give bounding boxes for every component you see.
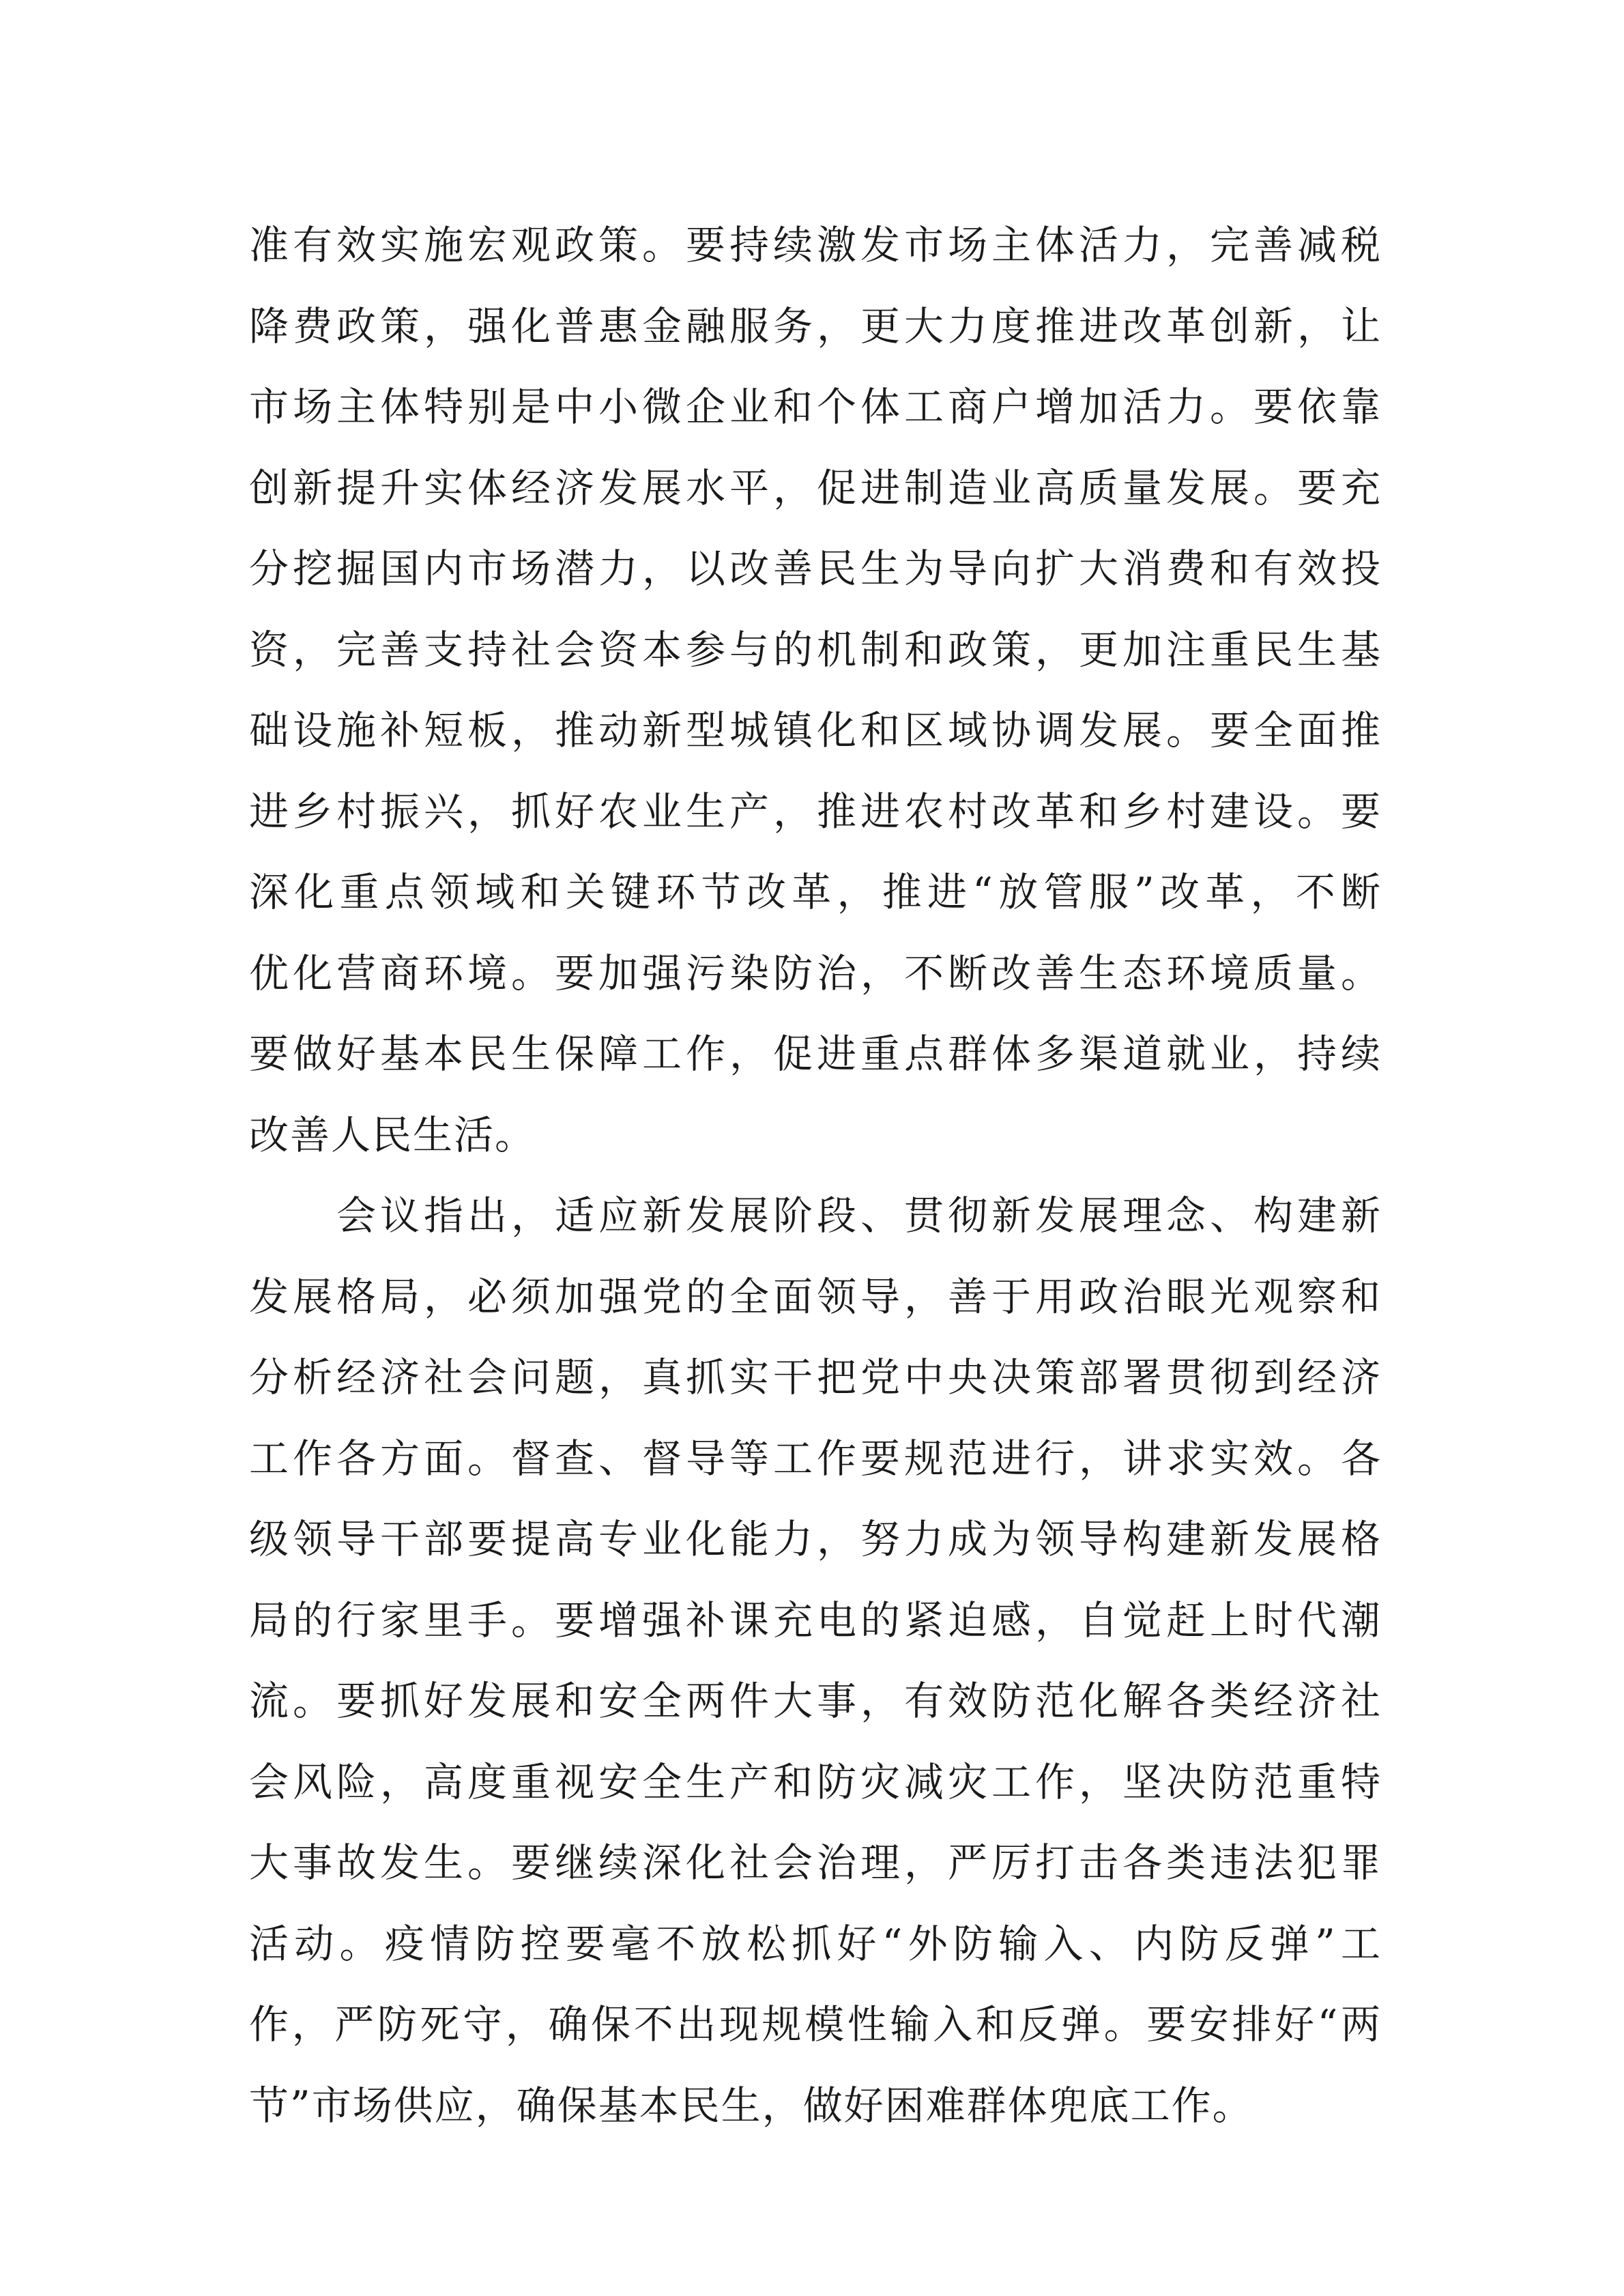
text-line: 分析经济社会问题，真抓实干把党中央决策部署贯彻到经济 <box>249 1354 1382 1401</box>
text-line: 活动。疫情防控要毫不放松抓好“外防输入、内防反弹”工 <box>249 1920 1382 1967</box>
text-line: 工作各方面。督查、督导等工作要规范进行，讲求实效。各 <box>249 1435 1382 1482</box>
text-line: 节”市场供应，确保基本民生，做好困难群体兜底工作。 <box>249 2082 1253 2129</box>
text-line: 创新提升实体经济发展水平，促进制造业高质量发展。要充 <box>249 464 1382 511</box>
text-line: 市场主体特别是中小微企业和个体工商户增加活力。要依靠 <box>249 384 1382 430</box>
text-line: 进乡村振兴，抓好农业生产，推进农村改革和乡村建设。要 <box>249 788 1382 835</box>
text-line: 会风险，高度重视安全生产和防灾减灾工作，坚决防范重特 <box>249 1758 1382 1805</box>
text-line: 准有效实施宏观政策。要持续激发市场主体活力，完善减税 <box>249 222 1382 268</box>
text-line: 降费政策，强化普惠金融服务，更大力度推进改革创新，让 <box>249 302 1382 349</box>
text-line: 作，严防死守，确保不出现规模性输入和反弹。要安排好“两 <box>249 2001 1382 2048</box>
text-line: 级领导干部要提高专业化能力，努力成为领导构建新发展格 <box>249 1516 1382 1562</box>
text-line: 分挖掘国内市场潜力，以改善民生为导向扩大消费和有效投 <box>249 545 1382 592</box>
text-line: 优化营商环境。要加强污染防治，不断改善生态环境质量。 <box>249 949 1382 996</box>
text-line: 会议指出，适应新发展阶段、贯彻新发展理念、构建新 <box>336 1192 1382 1239</box>
text-line: 要做好基本民生保障工作，促进重点群体多渠道就业，持续 <box>249 1031 1382 1077</box>
paragraph-2 <box>249 1175 1382 2146</box>
text-line: 大事故发生。要继续深化社会治理，严厉打击各类违法犯罪 <box>249 1839 1382 1886</box>
text-line: 局的行家里手。要增强补课充电的紧迫感，自觉赶上时代潮 <box>249 1596 1382 1644</box>
text-line: 发展格局，必须加强党的全面领导，善于用政治眼光观察和 <box>249 1273 1382 1320</box>
text-line: 资，完善支持社会资本参与的机制和政策，更加注重民生基 <box>249 626 1382 673</box>
text-line: 流。要抓好发展和安全两件大事，有效防范化解各类经济社 <box>249 1678 1382 1724</box>
text-line: 础设施补短板，推动新型城镇化和区域协调发展。要全面推 <box>249 707 1382 754</box>
text-line: 改善人民生活。 <box>249 1111 536 1158</box>
text-line: 深化重点领域和关键环节改革，推进“放管服”改革，不断 <box>249 869 1382 915</box>
paragraph-1 <box>249 205 1382 1175</box>
body-text <box>249 205 1382 2146</box>
